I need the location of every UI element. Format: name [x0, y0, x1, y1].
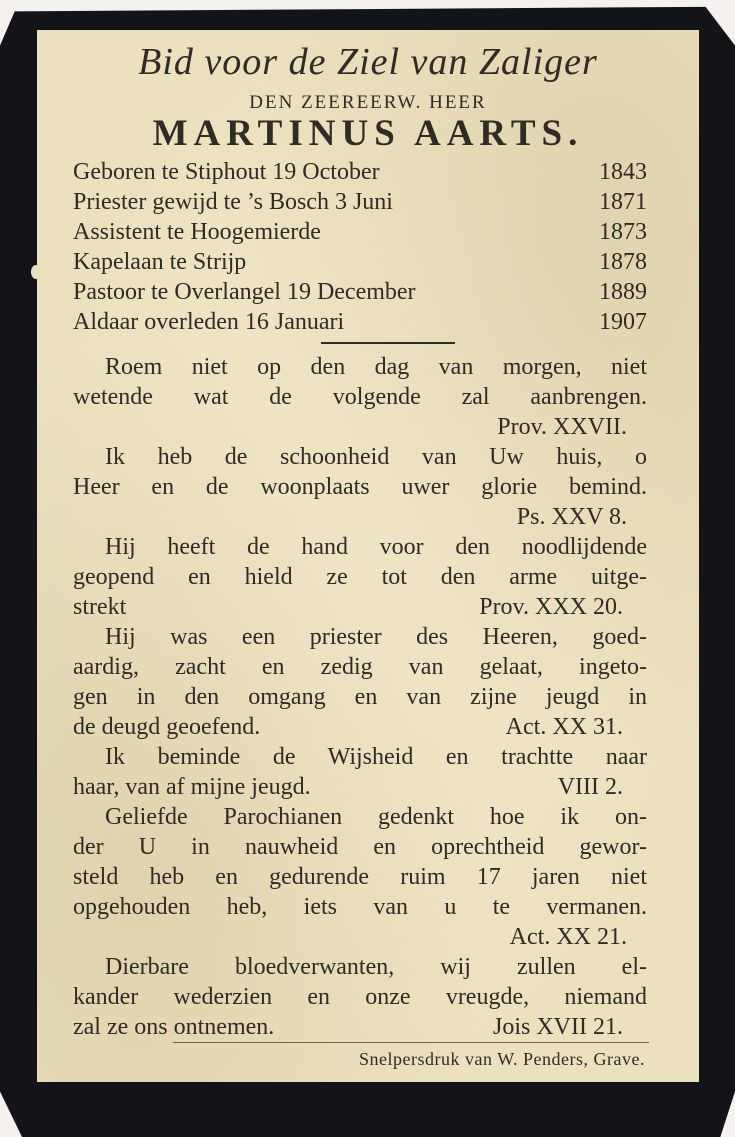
divider-rule: [321, 342, 455, 344]
bio-row-pastor: [73, 279, 647, 309]
passage-line: Hij was een priester des Heeren, goed-: [105, 624, 647, 650]
bio-year: 1873: [599, 219, 647, 245]
bio-row-chaplain: [73, 249, 647, 279]
passage-line: Heer en de woonplaats uwer glorie bemind.: [73, 474, 647, 500]
memorial-card: [37, 30, 699, 1082]
bio-event: Assistent te Hoogemierde: [73, 219, 321, 245]
passage-line: kander wederzien en onze vreugde, niemand: [73, 984, 647, 1010]
bio-year: 1843: [599, 159, 647, 185]
card-title: Bid voor de Ziel van Zaliger: [138, 41, 598, 83]
passage-final-line: [73, 712, 647, 742]
printer-credit: Snelpersdruk van W. Penders, Grave.: [359, 1049, 645, 1069]
passage-text: de deugd geoefend.: [73, 714, 261, 740]
bio-year: 1871: [599, 189, 647, 215]
passage-line: wetende wat de volgende zal aanbrengen.: [73, 384, 647, 410]
passage-final-line: [73, 772, 647, 802]
passage-line: opgehouden heb, iets van u te vermanen.: [73, 894, 647, 920]
passage-final-line: [73, 592, 647, 622]
deceased-name: MARTINUS AARTS.: [152, 113, 584, 154]
bio-row-death: [73, 309, 647, 339]
passage-line: steld heb en gedurende ruim 17 jaren niet: [73, 864, 647, 890]
bio-event: Pastoor te Overlangel 19 December: [73, 279, 416, 305]
card-subtitle: DEN ZEEREERW. HEER: [249, 92, 487, 113]
passage-line: aardig, zacht en zedig van gelaat, ingeto-: [73, 654, 647, 680]
passage-reference: Prov. XXX 20.: [479, 594, 623, 620]
bio-row-birth: [73, 159, 647, 189]
bio-year: 1878: [599, 249, 647, 275]
passage-line: Dierbare bloedverwanten, wij zullen el-: [105, 954, 647, 980]
passage-text: zal ze ons ontnemen.: [73, 1014, 275, 1040]
passage-line: der U in nauwheid en oprechtheid gewor-: [73, 834, 647, 860]
passage-line: Roem niet op den dag van morgen, niet: [105, 354, 647, 380]
bio-year: 1889: [599, 279, 647, 305]
passage-reference: Prov. XXVII.: [497, 414, 627, 440]
passage-line: Geliefde Parochianen gedenkt hoe ik on-: [105, 804, 647, 830]
bio-event: Priester gewijd te ’s Bosch 3 Juni: [73, 189, 393, 215]
passage-line: Ik heb de schoonheid van Uw huis, o: [105, 444, 647, 470]
bio-year: 1907: [599, 309, 647, 335]
bio-event: Aldaar overleden 16 Januari: [73, 309, 345, 335]
passage-text: haar, van af mijne jeugd.: [73, 774, 311, 800]
passage-line: gen in den omgang en van zijne jeugd in: [73, 684, 647, 710]
paper-notch: [31, 265, 41, 279]
passage-line: Hij heeft de hand voor den noodlijdende: [105, 534, 647, 560]
passage-reference: VIII 2.: [557, 774, 623, 800]
passage-line: Ik beminde de Wijsheid en trachtte naar: [105, 744, 647, 770]
passage-reference: Act. XX 21.: [509, 924, 627, 950]
bio-row-ordination: [73, 189, 647, 219]
bio-event: Geboren te Stiphout 19 October: [73, 159, 380, 185]
passage-line: geopend en hield ze tot den arme uitge-: [73, 564, 647, 590]
passage-final-line: [73, 1012, 647, 1042]
bio-event: Kapelaan te Strijp: [73, 249, 247, 275]
passage-reference: Ps. XXV 8.: [516, 504, 627, 530]
printer-rule: [173, 1042, 649, 1043]
passage-reference: Act. XX 31.: [505, 714, 623, 740]
bio-row-assistant: [73, 219, 647, 249]
passage-text: strekt: [73, 594, 127, 620]
passage-reference: Jois XVII 21.: [493, 1014, 623, 1040]
